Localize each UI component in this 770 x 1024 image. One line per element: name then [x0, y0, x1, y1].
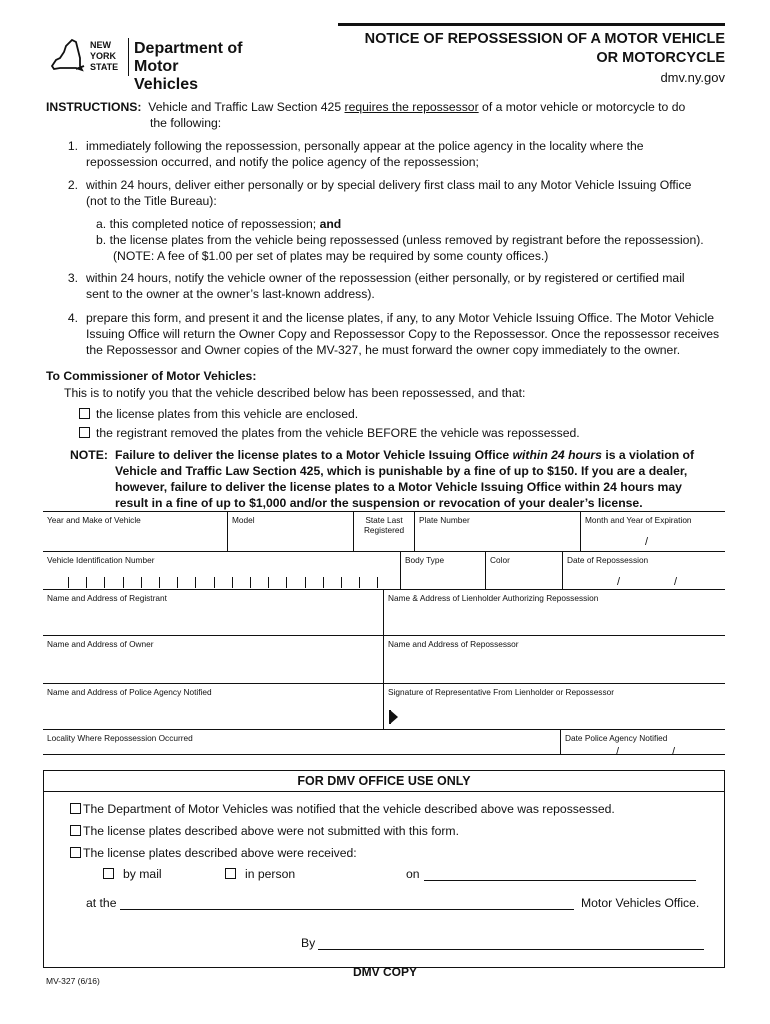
instructions-intro-cont: the following:	[150, 116, 222, 130]
vin-tick	[268, 577, 269, 588]
note-line2: Vehicle and Traffic Law Section 425, which is punishable by a fine of up to $150. If you are a dealer,	[115, 464, 688, 478]
vin-tick	[68, 577, 69, 588]
date-repossession-field[interactable]: Date of Repossession	[567, 555, 649, 565]
vin-tick	[286, 577, 287, 588]
signature-field[interactable]: Signature of Representative From Lienholder or Repossessor	[388, 687, 614, 697]
note-line1: Failure to deliver the license plates to a Motor Vehicle Issuing Office within 24 hours is a violation of	[115, 448, 695, 462]
vin-tick	[214, 577, 215, 588]
header-rule	[338, 23, 725, 26]
vin-tick	[141, 577, 142, 588]
nys-dmv-logo	[46, 36, 246, 93]
date-police-slash-2: /	[672, 746, 676, 758]
option-in-person[interactable]: in person	[225, 866, 295, 882]
vin-tick	[159, 577, 160, 588]
owner-field[interactable]: Name and Address of Owner	[43, 636, 384, 683]
model-field[interactable]: Model	[228, 512, 354, 551]
vin-tick	[86, 577, 87, 588]
expiration-field[interactable]: Month and Year of Expiration	[585, 515, 692, 525]
received-on-label: on	[406, 867, 420, 881]
in-person-checkbox[interactable]	[225, 868, 236, 879]
vin-tick	[359, 577, 360, 588]
expiration-slash: /	[645, 536, 649, 548]
instruction-subitem-a: a. this completed notice of repossession; and	[96, 217, 342, 231]
form-title-line2: OR MOTORCYCLE	[596, 50, 725, 66]
sign-here-arrow-icon	[389, 709, 399, 725]
date-repo-slash-2: /	[674, 576, 678, 588]
vin-tick	[323, 577, 324, 588]
vin-tick	[377, 577, 378, 588]
received-on-date-line[interactable]	[424, 880, 696, 881]
date-repo-slash-1: /	[617, 576, 621, 588]
office-use-title: FOR DMV OFFICE USE ONLY	[43, 770, 725, 792]
ny-state-outline-icon	[46, 36, 86, 76]
vin-tick	[305, 577, 306, 588]
form-id: MV-327 (6/16)	[46, 976, 100, 986]
copy-label: DMV COPY	[352, 965, 417, 979]
form-title-line1: NOTICE OF REPOSSESSION OF A MOTOR VEHICLE	[364, 31, 725, 47]
vin-tick	[177, 577, 178, 588]
plate-number-field[interactable]: Plate Number	[415, 512, 581, 551]
office-check-notified[interactable]: The Department of Motor Vehicles was notified that the vehicle described above was repossessed.	[70, 801, 720, 817]
repossessor-field[interactable]: Name and Address of Repossessor	[388, 639, 519, 649]
logo-state-text: NEW YORK STATE	[90, 40, 119, 72]
lienholder-field[interactable]: Name & Address of Lienholder Authorizing Repossession	[388, 593, 599, 603]
date-police-slash-1: /	[616, 746, 620, 758]
not-submitted-checkbox[interactable]	[70, 825, 81, 836]
vin-tick	[232, 577, 233, 588]
commissioner-heading: To Commissioner of Motor Vehicles:	[46, 369, 257, 383]
date-police-notified-field[interactable]: Date Police Agency Notified	[565, 733, 668, 743]
instruction-item-3: 3. within 24 hours, notify the vehicle owner of the repossession (either personally, or by registered or certified mail sent to the owner at the owner’s last-known address).	[67, 271, 685, 301]
logo-dept-text: Department of Motor Vehicles	[134, 40, 243, 93]
vin-tick	[123, 577, 124, 588]
by-label: By	[301, 936, 316, 950]
website: dmv.ny.gov	[660, 70, 725, 85]
registrant-field[interactable]: Name and Address of Registrant	[43, 590, 384, 635]
instruction-item-2: 2. within 24 hours, deliver either personally or by special delivery first class mail to any Motor Vehicle Issuing Office (not to the Title Bureau):	[67, 178, 692, 208]
plates-removed-checkbox[interactable]	[79, 427, 90, 438]
at-the-label: at the	[86, 896, 117, 910]
instruction-item-4: 4. prepare this form, and present it and the license plates, if any, to any Motor Vehicle Issuing Office. The Motor Vehicle Issuing Office will return the Owner Copy and Repossessor Copy to the Repossessor. Once the repossessor receives the Repossessor and Owner copies of the MV-327, he must forward the owner copy immediately to the owner.	[67, 311, 720, 357]
body-type-field[interactable]: Body Type	[401, 552, 486, 589]
note-line3: however, failure to deliver the license plates to a Motor Vehicle Issuing Office within 24 hours may	[115, 480, 682, 494]
commissioner-intro: This is to notify you that the vehicle described below has been repossessed, and that:	[64, 386, 526, 400]
note-label: NOTE:	[70, 448, 108, 462]
police-agency-field[interactable]: Name and Address of Police Agency Notified	[43, 684, 384, 729]
vin-tick	[341, 577, 342, 588]
instructions-intro: INSTRUCTIONS: Vehicle and Traffic Law Section 425 requires the repossessor of a motor vehicle or motorcycle to do	[46, 100, 686, 114]
option-by-mail[interactable]: by mail	[103, 866, 162, 882]
received-checkbox[interactable]	[70, 847, 81, 858]
notified-checkbox[interactable]	[70, 803, 81, 814]
office-check-not-submitted[interactable]: The license plates described above were not submitted with this form.	[70, 823, 720, 839]
instruction-item-1: 1. immediately following the repossession, personally appear at the police agency in the locality where the repossession occurred, and notify the police agency of the repossession;	[67, 139, 644, 169]
vin-tick	[195, 577, 196, 588]
vin-field[interactable]: Vehicle Identification Number	[43, 552, 401, 589]
vin-tick	[250, 577, 251, 588]
note-line4: result in a fine of up to $1,000 and/or the suspension or revocation of your dealer’s license.	[115, 496, 643, 510]
office-location-line[interactable]	[120, 909, 574, 910]
option-plates-enclosed[interactable]: the license plates from this vehicle are enclosed.	[79, 406, 739, 422]
logo-divider	[128, 38, 129, 76]
plates-enclosed-checkbox[interactable]	[79, 408, 90, 419]
office-check-received[interactable]: The license plates described above were received:	[70, 845, 720, 861]
instruction-subitem-b: b. the license plates from the vehicle being repossessed (unless removed by registrant before the repossession).	[96, 233, 704, 247]
state-last-registered-field[interactable]: State Last Registered	[354, 512, 415, 551]
vin-tick	[104, 577, 105, 588]
year-make-field[interactable]: Year and Make of Vehicle	[43, 512, 228, 551]
color-field[interactable]: Color	[486, 552, 563, 589]
by-signature-line[interactable]	[318, 949, 704, 950]
locality-field[interactable]: Locality Where Repossession Occurred	[43, 730, 561, 755]
instruction-subitem-b-note: (NOTE: A fee of $1.00 per set of plates may be required by some county offices.)	[113, 249, 549, 263]
by-mail-checkbox[interactable]	[103, 868, 114, 879]
mv-office-label: Motor Vehicles Office.	[581, 896, 700, 910]
option-plates-removed[interactable]: the registrant removed the plates from the vehicle BEFORE the vehicle was repossessed.	[79, 425, 739, 441]
